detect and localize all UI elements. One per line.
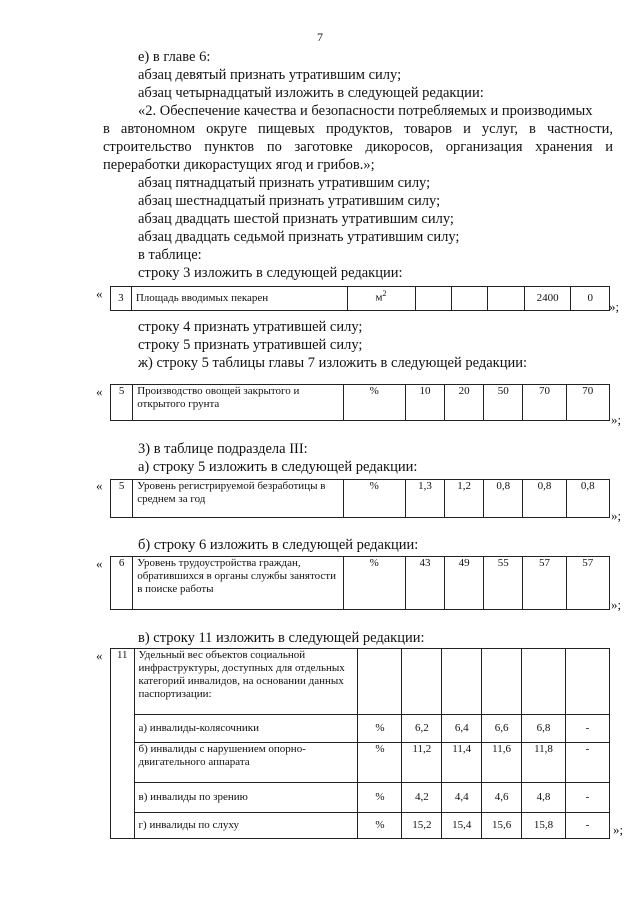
table-row [111,813,610,839]
quoted-paragraph-line: строительство пунктов по заготовке дикоросов, организация хранения и [103,139,613,155]
paragraph-line: абзац двадцать седьмой признать утратившим силу; [138,229,460,245]
close-quote: »; [613,822,624,837]
close-quote: »; [609,299,620,314]
table-row [111,743,610,783]
value-cell [488,287,524,311]
quoted-paragraph-line: в автономном округе пищевых продуктов, товаров и услуг, в частности, [103,121,613,137]
value-cell: 4,8 [522,783,566,813]
value-cell: 1,2 [445,480,484,518]
close-quote: »; [611,597,622,612]
value-cell: - [566,813,610,839]
value-cell: 15,8 [522,813,566,839]
item-a: а) строку 5 изложить в следующей редакции: [138,459,418,475]
paragraph-line: абзац двадцать шестой признать утратившим силу; [138,211,454,227]
unit: % [358,715,402,743]
item-b: б) строку 6 изложить в следующей редакции: [138,537,419,553]
paragraph-line: абзац девятый признать утратившим силу; [138,67,402,83]
quoted-paragraph-line: переработки дикорастущих ягод и грибов.»; [103,157,375,173]
close-quote: »; [611,508,622,523]
subindicator-name: б) инвалиды с нарушением опорно-двигательного аппарата [134,743,358,783]
value-cell: 11,8 [522,743,566,783]
value-cell: 20 [445,385,484,421]
value-cell: 6,8 [522,715,566,743]
row-number: 3 [111,287,132,311]
row-number: 5 [111,480,133,518]
value-cell: 57 [523,557,566,610]
indicator-name: Удельный вес объектов социальной инфраструктуры, доступных для отдельных категорий инвалидов, на основании данных паспортизации: [134,649,358,715]
row-number: 11 [111,649,135,839]
value-cell: 50 [484,385,523,421]
open-quote: « [96,286,103,301]
amendment-table-4 [110,556,610,610]
value-cell: 15,2 [402,813,442,839]
value-cell: 6,6 [482,715,522,743]
unit: % [343,480,405,518]
page-number: 7 [317,30,323,44]
value-cell: 70 [566,385,609,421]
item-zh: ж) строку 5 таблицы главы 7 изложить в следующей редакции: [138,355,528,371]
row-number: 6 [111,557,133,610]
value-cell: 15,4 [442,813,482,839]
item-e: е) в главе 6: [138,49,211,65]
paragraph-line: строку 5 признать утратившей силу; [138,337,363,353]
value-cell [482,649,522,715]
indicator-name: Уровень регистрируемой безработицы в среднем за год [133,480,343,518]
value-cell [451,287,487,311]
indicator-name: Площадь вводимых пекарен [131,287,347,311]
value-cell: 1,3 [405,480,444,518]
row-number: 5 [111,385,133,421]
value-cell: 6,2 [402,715,442,743]
value-cell: 4,4 [442,783,482,813]
value-cell [566,649,610,715]
value-cell: 11,2 [402,743,442,783]
subindicator-name: г) инвалиды по слуху [134,813,358,839]
value-cell: - [566,715,610,743]
paragraph-line: абзац пятнадцатый признать утратившим силу; [138,175,431,191]
indicator-name: Производство овощей закрытого и открытого грунта [133,385,343,421]
value-cell [442,649,482,715]
value-cell: 11,6 [482,743,522,783]
table-row [111,783,610,813]
value-cell [522,649,566,715]
value-cell: 55 [484,557,523,610]
paragraph-line: строку 4 признать утратившей силу; [138,319,363,335]
value-cell: 49 [445,557,484,610]
open-quote: « [96,648,103,663]
value-cell: 0,8 [523,480,566,518]
amendment-table-2 [110,384,610,421]
value-cell: 4,2 [402,783,442,813]
value-cell: 70 [523,385,566,421]
item-v: в) строку 11 изложить в следующей редакции: [138,630,425,646]
unit: % [358,813,402,839]
subindicator-name: а) инвалиды-колясочники [134,715,358,743]
unit: % [358,783,402,813]
value-cell: 4,6 [482,783,522,813]
paragraph-line: абзац шестнадцатый признать утратившим силу; [138,193,441,209]
value-cell: 0,8 [566,480,609,518]
value-cell [415,287,451,311]
open-quote: « [96,556,103,571]
unit [358,649,402,715]
value-cell: 6,4 [442,715,482,743]
value-cell: 11,4 [442,743,482,783]
open-quote: « [96,478,103,493]
value-cell: 10 [405,385,444,421]
value-cell: 2400 [524,287,571,311]
value-cell [402,649,442,715]
subindicator-name: в) инвалиды по зрению [134,783,358,813]
amendment-table-5 [110,648,610,839]
item-3: 3) в таблице подраздела III: [138,441,308,457]
unit: % [358,743,402,783]
quoted-paragraph-line: «2. Обеспечение качества и безопасности потребляемых и производимых [138,103,593,119]
value-cell: 0,8 [484,480,523,518]
value-cell: - [566,743,610,783]
indicator-name: Уровень трудоустройства граждан, обратившихся в органы службы занятости в поиске работы [133,557,343,610]
paragraph-line: абзац четырнадцатый изложить в следующей редакции: [138,85,484,101]
unit: % [343,385,405,421]
value-cell: 15,6 [482,813,522,839]
paragraph-line: строку 3 изложить в следующей редакции: [138,265,403,281]
unit: $м^2$ [347,287,415,311]
close-quote: »; [611,412,622,427]
unit: % [343,557,405,610]
amendment-table-3 [110,479,610,518]
amendment-table-1 [110,286,610,311]
paragraph-line: в таблице: [138,247,202,263]
open-quote: « [96,384,103,399]
value-cell: 57 [566,557,609,610]
value-cell: 0 [571,287,610,311]
value-cell: 43 [405,557,444,610]
value-cell: - [566,783,610,813]
table-row [111,715,610,743]
